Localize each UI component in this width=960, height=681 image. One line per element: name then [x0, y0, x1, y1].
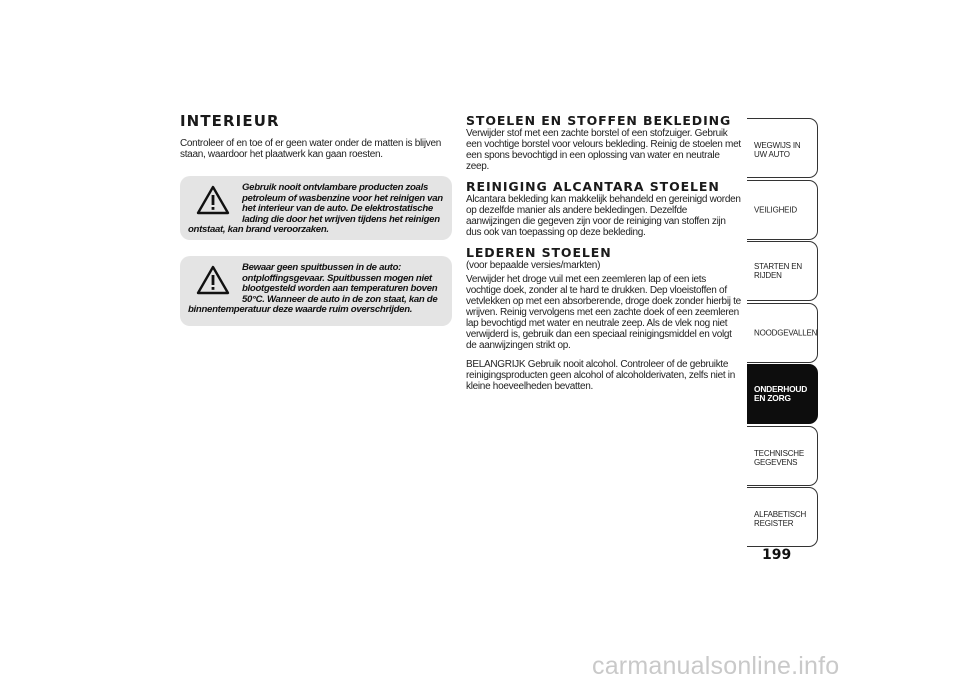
alcantara-text: Alcantara bekleding kan makkelijk behandeld en gereinigd worden op dezelfde manier als andere bekledingen. Dezelfde aanwijzingen die gegeven zijn voor de reiniging van stoffen zijn dus ook van toepassing op deze bekleding.	[466, 194, 741, 238]
warning-text-flammable: Gebruik nooit ontvlambare producten zoals petroleum of wasbenzine voor het reinigen van het interieur van de auto. De elektrostatische lading die door het wrijven tijdens het reinigen ontstaat, kan brand veroorzaken.	[188, 182, 443, 236]
right-column	[466, 114, 742, 392]
tab-veiligheid[interactable]	[747, 180, 818, 240]
interieur-intro-text: Controleer of en toe of er geen water onder de matten is blijven staan, waardoor het plaatwerk kan gaan roesten.	[180, 138, 441, 160]
chapter-tabs	[747, 118, 818, 549]
warning-box-spraycans	[180, 256, 452, 326]
tab-label: WEGWIJS IN UW AUTO	[754, 141, 801, 159]
watermark: carmanualsonline.info	[592, 652, 840, 680]
section-heading-seats: STOELEN EN STOFFEN BEKLEDING	[466, 113, 732, 128]
warning-triangle-icon	[196, 265, 230, 295]
tab-label: ONDERHOUD EN ZORG	[754, 384, 808, 403]
tab-label: NOODGEVALLEN	[754, 328, 818, 337]
tab-wegwijs-in-uw-auto[interactable]	[747, 118, 818, 178]
tab-label: ALFABETISCH REGISTER	[754, 510, 807, 528]
section-heading-leather: LEDEREN STOELEN	[466, 245, 612, 260]
leather-text: Verwijder het droge vuil met een zeemleren lap of een iets vochtige doek, zonder al te hard te drukken. Dep vloeistoffen of vetvlekken op met een absorberende, droge doek zonder hierbij te wrijven. Reinig vervolgens met een zachte doek of een zeemleren lap bevochtigd met water en neutrale zeep. Als de vlek nog niet verwijderd is, gebruik dan een speciaal reinigingsmiddel en volgt de aanwijzingen strikt op.	[466, 274, 741, 351]
section-heading-alcantara: REINIGING ALCANTARA STOELEN	[466, 179, 720, 194]
left-column	[180, 112, 452, 160]
tab-label: VEILIGHEID	[754, 205, 797, 214]
warning-triangle-icon	[196, 185, 230, 215]
section-heading-interieur: INTERIEUR	[180, 112, 280, 130]
warning-box-flammable	[180, 176, 452, 240]
tab-alfabetisch-register[interactable]	[747, 487, 818, 547]
tab-starten-en-rijden[interactable]	[747, 241, 818, 301]
warning-text-spraycans: Bewaar geen spuitbussen in de auto: ontploffingsgevaar. Spuitbussen mogen niet blootgesteld worden aan temperaturen boven 50°C. Wanneer de auto in de zon staat, kan de binnentemperatuur deze waarde ruim overschrijden.	[188, 262, 438, 316]
seats-text: Verwijder stof met een zachte borstel of een stofzuiger. Gebruik een vochtige borstel voor velours bekleding. Reinig de stoelen met een spons bevochtigd in een oplossing van water en neutrale zeep.	[466, 128, 741, 172]
important-note: BELANGRIJK Gebruik nooit alcohol. Controleer of de gebruikte reinigingsproducten geen alcohol of alcoholderivaten, zelfs niet in kleine hoeveelheden bevatten.	[466, 359, 735, 392]
tab-noodgevallen[interactable]	[747, 303, 818, 363]
leather-subtitle: (voor bepaalde versies/markten)	[466, 260, 601, 271]
tab-label: TECHNISCHE GEGEVENS	[754, 448, 805, 467]
tab-technische-gegevens[interactable]	[747, 426, 818, 486]
tab-onderhoud-en-zorg[interactable]	[747, 364, 818, 424]
page-number: 199	[762, 547, 792, 563]
tab-label: STARTEN EN RIJDEN	[754, 262, 802, 280]
